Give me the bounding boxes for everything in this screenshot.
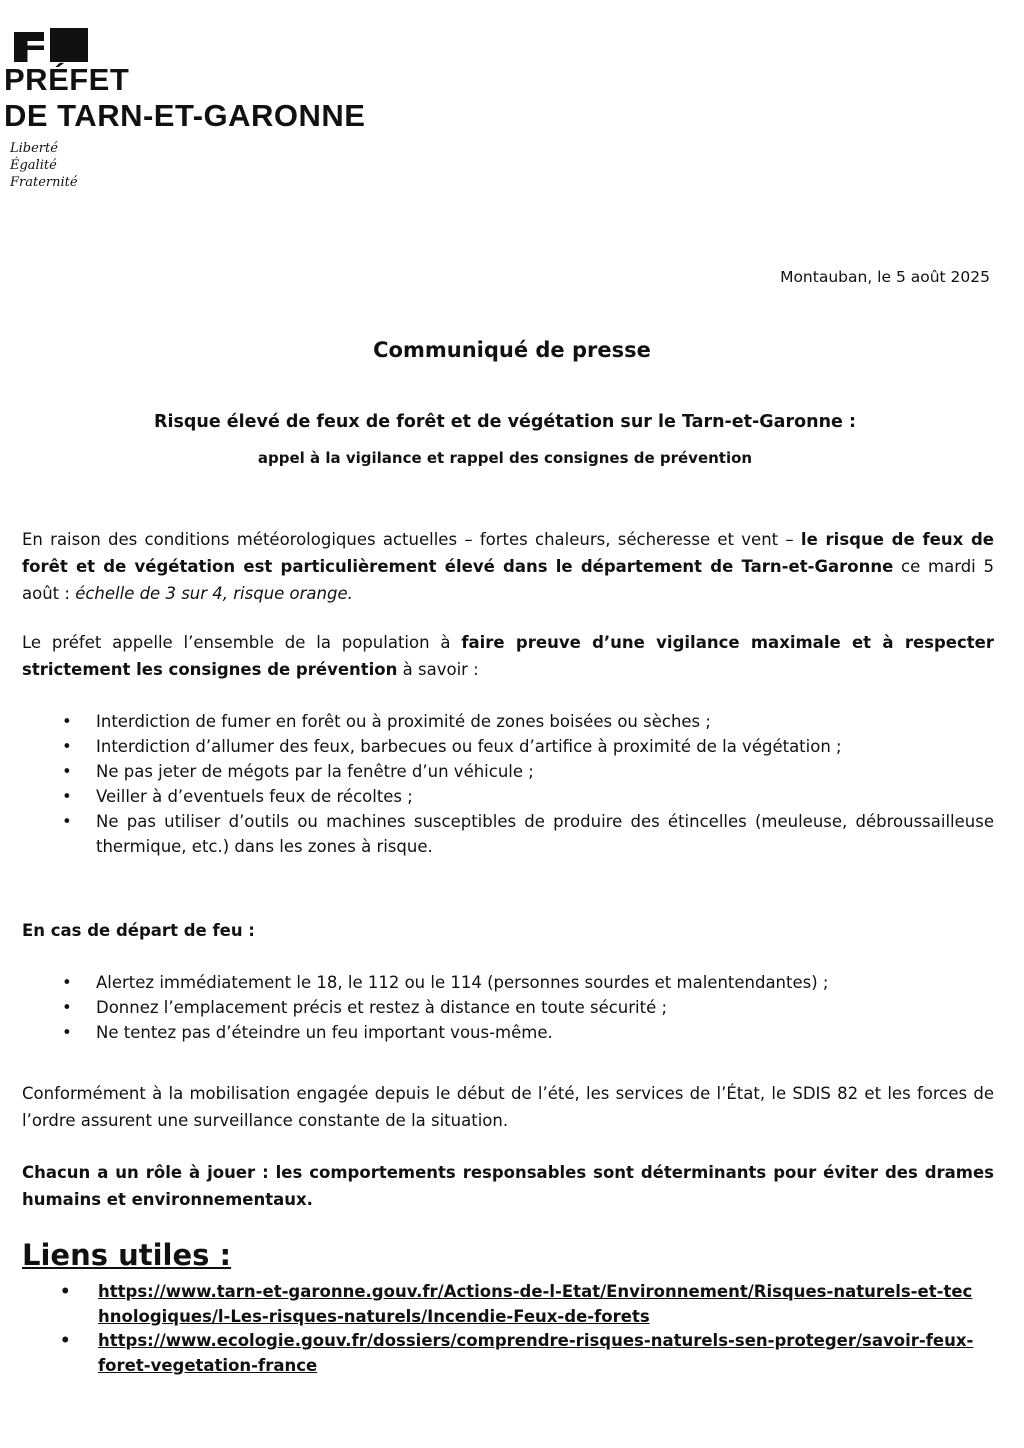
- p1-italic: échelle de 3 sur 4, risque orange.: [75, 584, 353, 603]
- useful-links-list: [60, 1280, 980, 1378]
- prefecture-logo: [4, 22, 366, 191]
- prefet-line2: DE TARN-ET-GARONNE: [4, 98, 366, 133]
- paragraph-conclusion: Chacun a un rôle à jouer : les comportements responsables sont déterminants pour éviter des drames humains et environnementaux.: [22, 1163, 994, 1209]
- document-date: Montauban, le 5 août 2025: [780, 268, 990, 286]
- list-item: [60, 1280, 980, 1329]
- marianne-logo-icon: [14, 22, 365, 62]
- list-item: • Alertez immédiatement le 18, le 112 ou le 114 (personnes sourdes et malentendantes) ;: [62, 970, 994, 995]
- list-item: • Interdiction de fumer en forêt ou à proximité de zones boisées ou sèches ;: [62, 709, 994, 734]
- subtitle-line1: Risque élevé de feux de forêt et de végétation sur le Tarn-et-Garonne :: [153, 412, 857, 432]
- depart-feu-heading: En cas de départ de feu :: [22, 921, 255, 940]
- paragraph-appel: [22, 629, 994, 683]
- list-item: • Ne tentez pas d’éteindre un feu important vous-même.: [62, 1020, 994, 1045]
- paragraph-mobilisation: Conformément à la mobilisation engagée depuis le début de l’été, les services de l’État, le SDIS 82 et les forces de l’ordre assurent une surveillance constante de la situation.: [22, 1084, 994, 1130]
- motto-fraternite: Fraternité: [10, 175, 78, 190]
- list-item: • Ne pas jeter de mégots par la fenêtre d’un véhicule ;: [62, 759, 994, 784]
- list-item: • Interdiction d’allumer des feux, barbecues ou feux d’artifice à proximité de la végétation ;: [62, 734, 994, 759]
- liens-utiles-heading: Liens utiles :: [22, 1238, 232, 1272]
- p2-text-1: Le préfet appelle l’ensemble de la population à: [22, 633, 462, 652]
- link-ecologie[interactable]: https://www.ecologie.gouv.fr/dossiers/comprendre-risques-naturels-sen-proteger/savoir-feux-foret-vegetation-france: [98, 1331, 974, 1375]
- p1-bold: le risque de feux de forêt et de végétation est particulièrement élevé dans le département de Tarn-et-Garonne: [22, 530, 994, 576]
- list-item: • Donnez l’emplacement précis et restez à distance en toute sécurité ;: [62, 995, 994, 1020]
- paragraph-conditions: [22, 526, 994, 607]
- motto-liberte: Liberté: [10, 141, 58, 156]
- motto-egalite: Égalité: [10, 158, 57, 173]
- p2-bold: faire preuve d’une vigilance maximale et à respecter strictement les consignes de prévention: [22, 633, 994, 679]
- republic-motto: [10, 140, 365, 191]
- list-item: [60, 1329, 980, 1378]
- list-item: • Veiller à d’eventuels feux de récoltes ;: [62, 784, 994, 809]
- subtitle-line2: appel à la vigilance et rappel des consignes de prévention: [257, 449, 753, 467]
- p1-text-1: En raison des conditions météorologiques actuelles – fortes chaleurs, sécheresse et vent –: [22, 530, 801, 549]
- depart-feu-list: [62, 970, 994, 1045]
- page-title: Communiqué de presse: [373, 338, 651, 362]
- p2-text-2: à savoir :: [397, 660, 479, 679]
- consignes-list: [62, 709, 994, 859]
- list-item: • Ne pas utiliser d’outils ou machines susceptibles de produire des étincelles (meuleuse, débroussailleuse thermique, etc.) dans les zones à risque.: [62, 809, 994, 859]
- prefet-line1: PRÉFET: [4, 62, 130, 97]
- p1-text-2: ce mardi 5 août :: [22, 557, 994, 603]
- prefet-title: [4, 62, 365, 134]
- link-tarn-et-garonne[interactable]: https://www.tarn-et-garonne.gouv.fr/Actions-de-l-Etat/Environnement/Risques-naturels-et-technologiques/l-Les-risques-naturels/Incendie-Feux-de-forets: [98, 1282, 973, 1326]
